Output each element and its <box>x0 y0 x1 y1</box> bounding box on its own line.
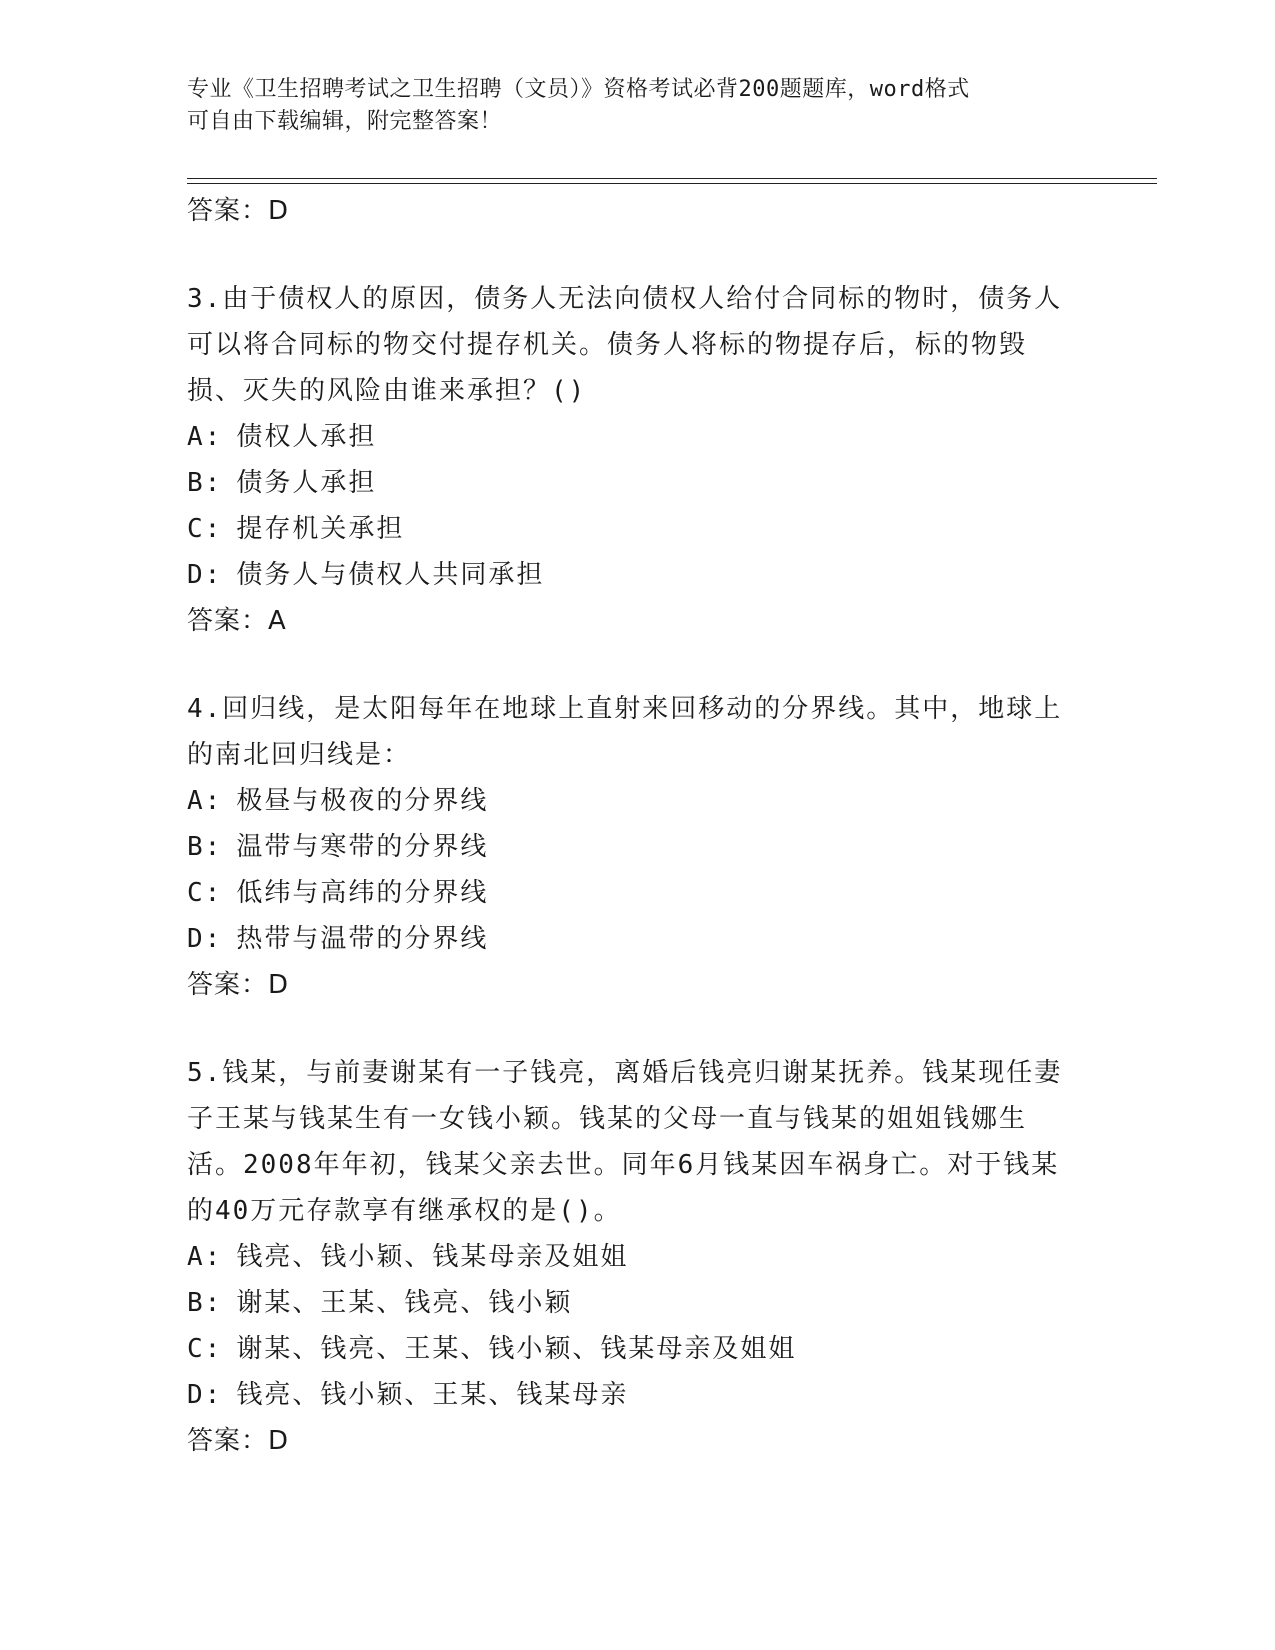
option-key: A: <box>187 422 223 452</box>
option-text: 极昼与极夜的分界线 <box>236 786 489 816</box>
answer-value: D <box>268 1426 290 1456</box>
option-key: A: <box>187 786 223 816</box>
option-key: C: <box>187 514 223 544</box>
question-5 <box>187 1050 1067 1464</box>
answer-label: 答案： <box>187 196 269 226</box>
option-a <box>187 1234 1067 1280</box>
question-4 <box>187 686 1067 1008</box>
answer-value: D <box>268 970 290 1000</box>
answer-value: D <box>268 196 290 226</box>
answer-value: A <box>268 606 287 636</box>
option-key: A: <box>187 1242 223 1272</box>
question-text: 5.钱某，与前妻谢某有一子钱亮，离婚后钱亮归谢某抚养。钱某现任妻子王某与钱某生有一女钱小颖。钱某的父母一直与钱某的姐姐钱娜生活。2008年年初，钱某父亲去世。同年6月钱某因车祸身亡。对于钱某的40万元存款享有继承权的是()。 <box>187 1058 1063 1226</box>
option-text: 谢某、王某、钱亮、钱小颖 <box>236 1288 573 1318</box>
option-a <box>187 778 1067 824</box>
option-text: 谢某、钱亮、王某、钱小颖、钱某母亲及姐姐 <box>236 1334 797 1364</box>
question-answer <box>187 962 1067 1008</box>
option-c <box>187 1326 1067 1372</box>
option-key: B: <box>187 1288 223 1318</box>
option-b <box>187 460 1067 506</box>
question-text: 3.由于债权人的原因，债务人无法向债权人给付合同标的物时，债务人可以将合同标的物交付提存机关。债务人将标的物提存后，标的物毁损、灭失的风险由谁来承担？() <box>187 284 1063 406</box>
document-header <box>187 74 1067 138</box>
header-divider <box>187 178 1157 184</box>
answer-label: 答案： <box>187 1426 269 1456</box>
option-b <box>187 824 1067 870</box>
option-text: 热带与温带的分界线 <box>236 924 489 954</box>
question-answer <box>187 1418 1067 1464</box>
question-text: 4.回归线，是太阳每年在地球上直射来回移动的分界线。其中，地球上的南北回归线是： <box>187 694 1063 770</box>
option-text: 低纬与高纬的分界线 <box>236 878 489 908</box>
option-text: 温带与寒带的分界线 <box>236 832 489 862</box>
option-a <box>187 414 1067 460</box>
option-key: D: <box>187 924 223 954</box>
option-text: 钱亮、钱小颖、王某、钱某母亲 <box>236 1380 629 1410</box>
question-list <box>187 188 1067 1464</box>
option-text: 债权人承担 <box>236 422 377 452</box>
question-3 <box>187 276 1067 644</box>
option-text: 债务人承担 <box>236 468 377 498</box>
answer-label: 答案： <box>187 606 269 636</box>
option-c <box>187 506 1067 552</box>
option-key: C: <box>187 878 223 908</box>
option-key: C: <box>187 1334 223 1364</box>
option-d <box>187 552 1067 598</box>
question-answer <box>187 598 1067 644</box>
option-key: D: <box>187 560 223 590</box>
option-text: 钱亮、钱小颖、钱某母亲及姐姐 <box>236 1242 629 1272</box>
option-d <box>187 916 1067 962</box>
option-key: D: <box>187 1380 223 1410</box>
previous-answer <box>187 188 1067 234</box>
option-key: B: <box>187 832 223 862</box>
option-key: B: <box>187 468 223 498</box>
option-text: 债务人与债权人共同承担 <box>236 560 545 590</box>
option-text: 提存机关承担 <box>236 514 405 544</box>
header-title-line-1: 专业《卫生招聘考试之卫生招聘（文员）》资格考试必背200题题库，word格式 <box>187 77 970 102</box>
answer-label: 答案： <box>187 970 269 1000</box>
option-b <box>187 1280 1067 1326</box>
option-d <box>187 1372 1067 1418</box>
option-c <box>187 870 1067 916</box>
header-title-line-2: 可自由下载编辑，附完整答案！ <box>187 109 503 134</box>
